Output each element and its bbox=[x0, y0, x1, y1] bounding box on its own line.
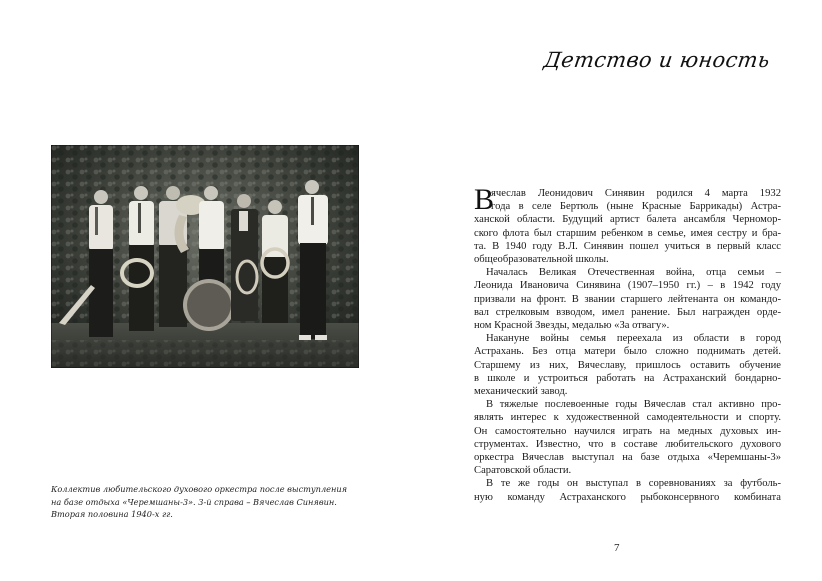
text-line: оркестра Вячеслав выступал на базе отдыха «Черемшаны-3» bbox=[474, 452, 781, 464]
text-line: Он самостоятельно научился играть на медных духовых ин- bbox=[474, 425, 781, 437]
text-line: Началась Великая Отечественная война, отца семьи – bbox=[486, 267, 781, 279]
text-line: ханской области. Будущий артист балета ансамбля Черномор- bbox=[474, 214, 781, 226]
running-head: Детство и юность bbox=[542, 48, 772, 72]
text-line: призвали на фронт. В звании старшего лейтенанта он командо- bbox=[474, 293, 781, 305]
text-line: года в селе Бертюль (ныне Красные Баррикады) Астра- bbox=[491, 201, 781, 213]
photo-image-icon bbox=[51, 145, 359, 368]
text-line: ном Красной Звезды, медалью «За отвагу». bbox=[474, 320, 670, 332]
text-line: механический завод. bbox=[474, 386, 568, 398]
text-line: вал стрелковым взводом, имел ранение. Был награжден орде- bbox=[474, 306, 781, 318]
text-line: В тяжелые послевоенные годы Вячеслав стал активно про- bbox=[486, 399, 781, 411]
orchestra-photo bbox=[51, 145, 359, 368]
page-number: 7 bbox=[614, 542, 620, 554]
text-line: Астрахань. Без отца матери было сложно поднимать детей. bbox=[474, 346, 781, 358]
text-line: Саратовской области. bbox=[474, 465, 572, 477]
caption-line: на базе отдыха «Черемшаны-3». 3-й справа – Вячеслав Синявин. bbox=[51, 496, 337, 507]
caption-line: Коллектив любительского духового оркестра после выступления bbox=[51, 484, 348, 494]
text-line: общеобразовательной школы. bbox=[474, 254, 609, 266]
dropcap: В bbox=[474, 183, 495, 216]
text-line: ячеслав Леонидович Синявин родился 4 марта 1932 bbox=[491, 188, 781, 199]
text-line: струментах. Известно, что в составе любительского духового bbox=[474, 438, 781, 450]
text-line: та. В 1940 году В.Л. Синявин пошел учиться в первый класс bbox=[474, 240, 781, 252]
text-line: являть интерес к художественной самодеятельности и спорту. bbox=[474, 412, 781, 424]
text-line: в школе и устроиться работать на Астраханский бондарно- bbox=[474, 372, 781, 384]
text-line: В те же годы он выступал в соревнованиях за футболь- bbox=[486, 478, 781, 490]
text-line: Старшему из них, Вячеславу, пришлось оставить обучение bbox=[474, 359, 781, 371]
text-line: Леонида Ивановича Синявина (1907–1950 гг.) – в 1942 году bbox=[474, 280, 781, 292]
caption-line: Вторая половина 1940-х гг. bbox=[51, 509, 173, 520]
text-line: ского флота был старшим ребенком в семье, имея сестру и бра- bbox=[474, 227, 781, 239]
right-page bbox=[411, 0, 822, 581]
text-line: ную команду Астраханского рыбоконсервного комбината bbox=[474, 491, 781, 503]
body-text bbox=[474, 183, 781, 504]
text-line: Накануне войны семья переехала из области в город bbox=[486, 333, 781, 345]
photo-caption bbox=[51, 483, 348, 521]
